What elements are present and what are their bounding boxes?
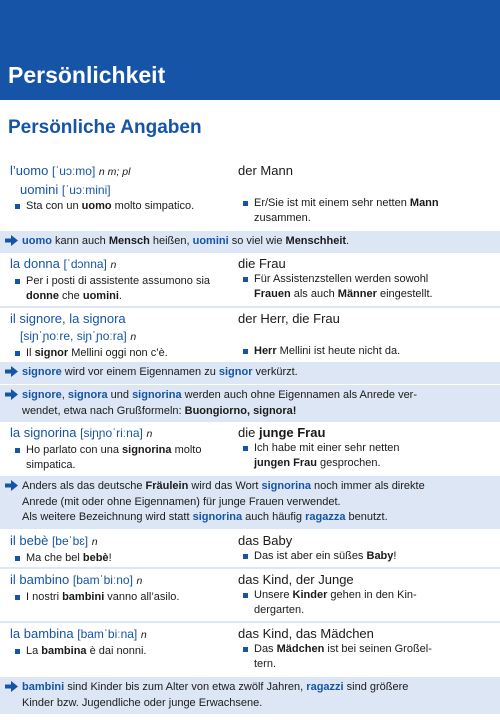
headword: bebè (19, 533, 49, 548)
headword: signore (19, 311, 63, 326)
example-german: Herr Mellini ist heute nicht da. (238, 344, 496, 359)
chapter-title: Persönlichkeit (8, 62, 166, 88)
example-italian: Il signor Mellini oggi non c’è. (10, 346, 230, 361)
headword-line: la donna [ˈdɔnna] n (10, 256, 117, 271)
arrow-right-icon (5, 681, 18, 692)
example-italian: Ho parlato con una signorina molto simpatica. (10, 443, 230, 473)
german-column (238, 162, 496, 226)
pronunciation-line: [siɲˈɲoːre, siɲˈɲoːra] n (20, 329, 137, 343)
headword: signorina (23, 425, 77, 440)
german-headword: die Frau (238, 256, 286, 271)
example-german: Ich habe mit einer sehr netten jungen Frau gesprochen. (238, 441, 496, 471)
italian-column (10, 162, 230, 214)
example-german: Er/Sie ist mit einem sehr netten Mann zusammen. (238, 196, 496, 226)
arrow-right-icon (5, 366, 18, 377)
pronunciation: [beˈbɛ] (51, 534, 89, 548)
german-column (238, 571, 496, 618)
example-german: Das Mädchen ist bei seinen Großel- tern. (238, 642, 496, 672)
example-italian: Per i posti di assistente assumono sia donne che uomini. (10, 274, 230, 304)
german-column (238, 532, 496, 564)
italian-column (10, 424, 230, 473)
example-italian: I nostri bambini vanno all’asilo. (10, 590, 230, 605)
italian-column (10, 255, 230, 304)
grammar-label: n m; pl (98, 166, 131, 178)
german-column (238, 424, 496, 471)
usage-note: Anders als das deutsche Fräulein wird das Wort signorina noch immer als direkte Anrede (mit oder ohne Eigennamen) für junge Frauen verwendet. Als weitere Bezeichnung wird statt signorina auch häufig ragazza benutzt. (0, 476, 500, 529)
german-column (238, 625, 496, 672)
headword: bambino (19, 572, 70, 587)
headword-line: l’uomo [ˈuɔːmo] n m; pl (10, 163, 131, 178)
section-title: Persönliche Angaben (8, 117, 202, 138)
arrow-right-icon (5, 480, 18, 491)
divider (0, 567, 500, 569)
italian-column (10, 532, 230, 566)
headword: bambina (23, 626, 74, 641)
arrow-right-icon (5, 389, 18, 400)
example-italian: La bambina è dai nonni. (10, 644, 230, 659)
german-headword: der Herr, die Frau (238, 311, 340, 326)
usage-note: bambini sind Kinder bis zum Alter von etwa zwölf Jahren, ragazzi sind größere Kinder bzw. Jugendliche oder junge Erwachsene. (0, 677, 500, 714)
divider (0, 621, 500, 623)
headword: donna (23, 256, 60, 271)
german-headword: die junge Frau (238, 425, 326, 440)
chapter-header-bar (0, 0, 500, 100)
headword-line: la signorina [siɲɲoˈriːna] n (10, 425, 153, 440)
german-headword: das Kind, der Junge (238, 572, 354, 587)
example-italian: Ma che bel bebè! (10, 551, 230, 566)
pronunciation: [bamˈbiːna] (77, 627, 138, 641)
pronunciation: [siɲɲoˈriːna] (80, 426, 143, 440)
headword-line: la bambina [bamˈbiːna] n (10, 626, 147, 641)
divider (0, 306, 500, 308)
headword-plural-line: uomini [ˈuɔːmini] (20, 182, 111, 197)
headword: uomo (15, 163, 49, 178)
german-column (238, 310, 496, 359)
italian-column (10, 625, 230, 659)
usage-note: signore, signora und signorina werden auch ohne Eigennamen als Anrede ver- wendet, etwa nach Grußformeln: Buongiorno, signora! (0, 385, 500, 422)
usage-note: uomo kann auch Mensch heißen, uomini so viel wie Menschheit. (0, 231, 500, 253)
italian-column (10, 571, 230, 605)
pronunciation: [ˈuɔːmo] (51, 164, 96, 178)
german-headword: das Baby (238, 533, 293, 548)
pronunciation: [ˈdɔnna] (63, 257, 107, 271)
german-column (238, 255, 496, 302)
example-italian: Sta con un uomo molto simpatico. (10, 199, 230, 214)
pronunciation: [bamˈbiːno] (72, 573, 133, 587)
example-german: Das ist aber ein süßes Baby! (238, 549, 496, 564)
german-headword: der Mann (238, 163, 293, 178)
german-headword: das Kind, das Mädchen (238, 626, 374, 641)
arrow-right-icon (5, 235, 18, 246)
headword-line: il signore, la signora (10, 311, 126, 326)
usage-note: signore wird vor einem Eigennamen zu signor verkürzt. (0, 362, 500, 384)
headword-line: il bebè [beˈbɛ] n (10, 533, 98, 548)
italian-column (10, 310, 230, 361)
example-german: Für Assistenzstellen werden sowohl Frauen als auch Männer eingestellt. (238, 272, 496, 302)
example-german: Unsere Kinder gehen in den Kin- dergarten. (238, 588, 496, 618)
headword-line: il bambino [bamˈbiːno] n (10, 572, 143, 587)
